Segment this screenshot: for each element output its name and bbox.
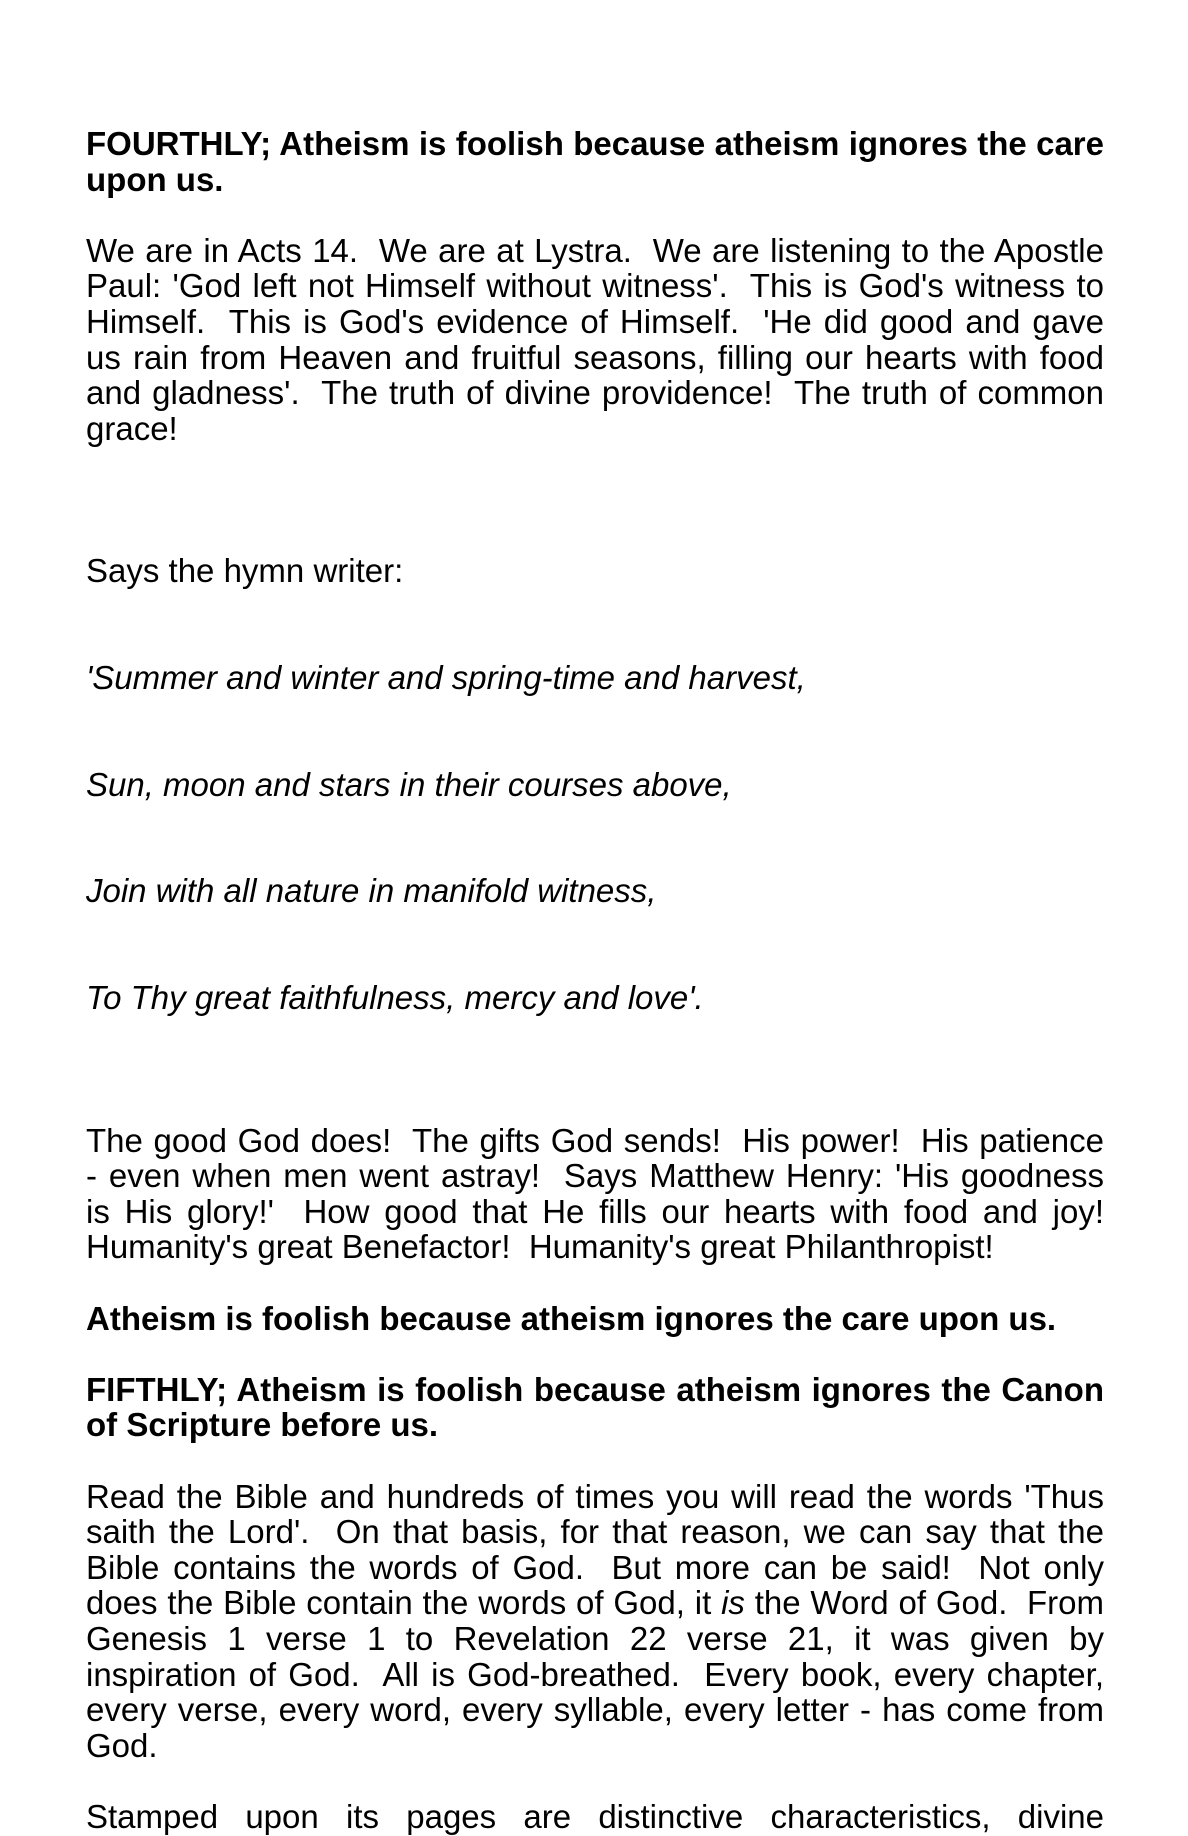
- hymn-line-4: To Thy great faithfulness, mercy and love'.: [86, 979, 704, 1017]
- hymn-quote-block: [86, 482, 1104, 1087]
- paragraph-good-god: The good God does! The gifts God sends! His power! His patience - even when men went astray! Says Matthew Henry: 'His goodness is His glory!' How good that He fills our hearts with food and joy! Humanity's great Benefactor! Humanity's great Philanthropist!: [86, 1121, 1123, 1266]
- paragraph-bible-text-end: the Word of God. From Genesis 1 verse 1 to Revelation 22 verse 21, it was given by inspiration of God. All is God-breathed. Every book, every chapter, every verse, every word, every syllable, every letter - has come from God.: [86, 1584, 1114, 1764]
- paragraph-bible: [86, 1477, 1114, 1764]
- paragraph-bible-text-start: Read the Bible and hundreds of times you will read the words 'Thus saith the Lord'. On that basis, for that reason, we can say that the Bible contains the words of God. But more can be said! Not only does the Bible contain the words of God, it: [86, 1477, 1114, 1622]
- hymn-line-3: Join with all nature in manifold witness,: [86, 872, 657, 910]
- heading-fifthly: FIFTHLY; Atheism is foolish because atheism ignores the Canon of Scripture before us.: [86, 1370, 1114, 1444]
- paragraph-atheism-restatement: Atheism is foolish because atheism ignores the care upon us.: [86, 1299, 1057, 1337]
- document-page: [86, 125, 1123, 1835]
- paragraph-bible-italic-is: is: [721, 1584, 745, 1622]
- hymn-intro: Says the hymn writer:: [86, 552, 404, 590]
- heading-fourthly: FOURTHLY; Atheism is foolish because atheism ignores the care upon us.: [86, 125, 1114, 198]
- paragraph-stamped: Stamped upon its pages are distinctive characteristics, divine: [86, 1797, 1104, 1835]
- hymn-line-2: Sun, moon and stars in their courses above,: [86, 765, 732, 803]
- paragraph-acts-14: We are in Acts 14. We are at Lystra. We are listening to the Apostle Paul: 'God left not Himself without witness'. This is God's witness to Himself. This is God's evidence of Himself. 'He did good and gave us rain from Heaven and fruitful seasons, filling our hearts with food and gladness'. The truth of divine providence! The truth of common grace!: [86, 231, 1114, 447]
- hymn-line-1: 'Summer and winter and spring-time and harvest,: [86, 658, 806, 696]
